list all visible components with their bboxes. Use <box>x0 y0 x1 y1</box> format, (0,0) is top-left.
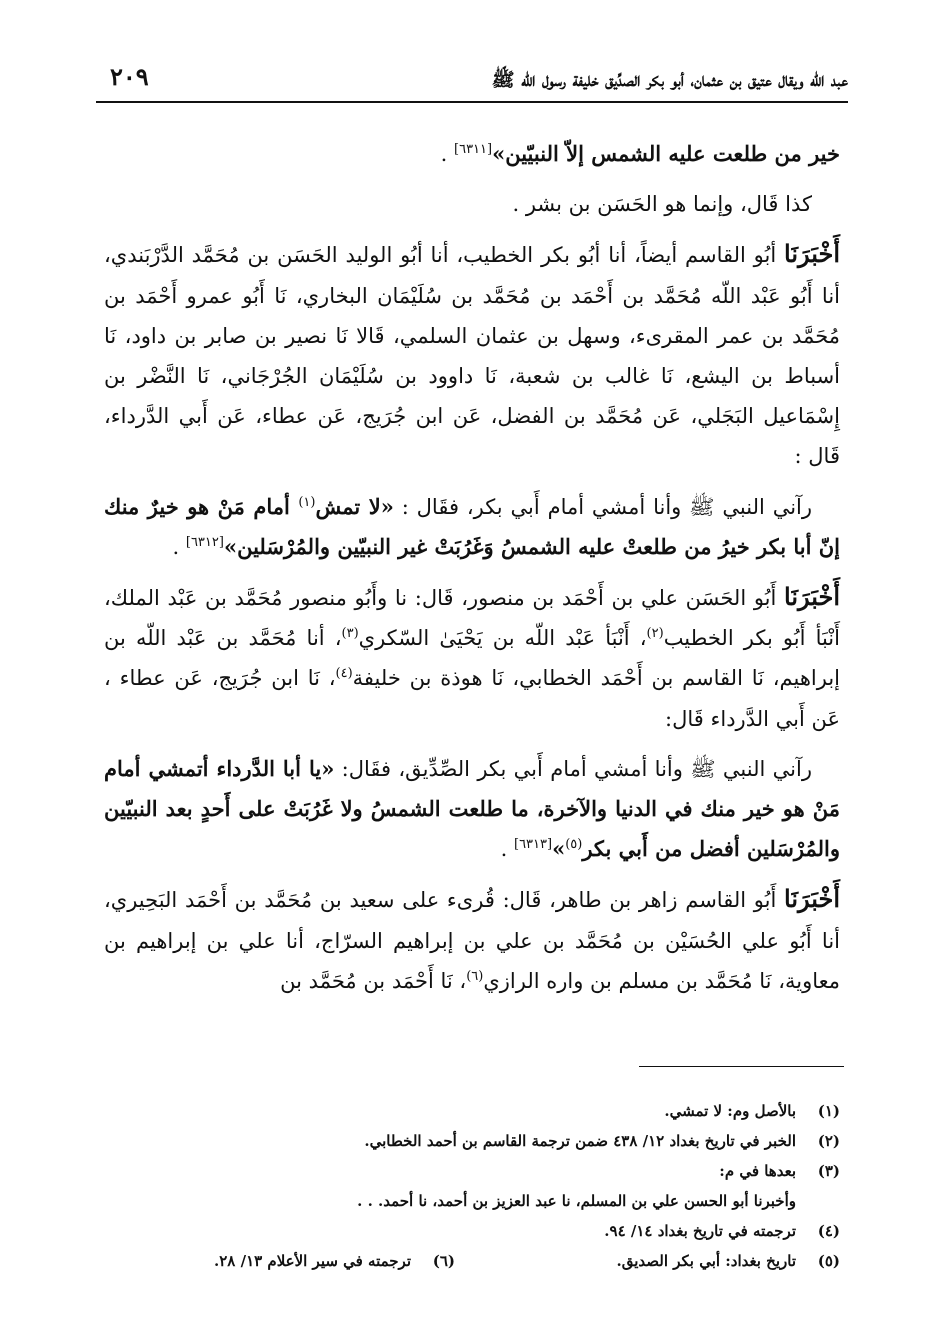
footnote <box>104 1216 840 1246</box>
footnote-marker: (٢) <box>646 626 664 642</box>
text-run: ، أَنْبَأ عَبْد اللّه بن يَحْيَىٰ السّكري <box>358 626 647 651</box>
text-run: رآني النبي ﷺ وأنا أمشي أمام أَبي بكر الصِّدِّيق، فقَال: <box>334 756 812 781</box>
text-run: أَبُو الحَسَن علي بن أَحْمَد بن منصور، قَال: نا وأَبُو منصور مُحَمَّد بن عَبْد الملك، أَنْبَأ أَبُو بكر الخطيب <box>104 586 840 651</box>
hadith-text: خير من طلعت عليه الشمس إلاّ النبيّين» <box>492 141 840 166</box>
footnote <box>104 1246 840 1276</box>
footnote <box>104 1156 840 1186</box>
footnote-text: بعدها في م: <box>719 1162 796 1180</box>
footnote-marker: (٣) <box>341 626 359 642</box>
text-run: كذا قَال، وإنما هو الحَسَن بن بشر . <box>512 192 812 217</box>
hadith-text: «لا تمش <box>315 493 394 519</box>
footnote-number: (٤) <box>817 1222 840 1240</box>
footnote-number: (١) <box>817 1102 840 1120</box>
footnote-marker: (٤) <box>335 666 353 682</box>
paragraph <box>104 487 840 567</box>
footnote-marker: (١) <box>298 494 316 510</box>
hadith-text: » <box>552 836 566 862</box>
footnote-text: بالأصل وم: لا تمشي. <box>664 1102 796 1120</box>
footnote-number: (٣) <box>817 1162 840 1180</box>
footnote-marker: (٥) <box>565 837 583 853</box>
footnote-separator <box>639 1066 844 1067</box>
page-header <box>96 62 848 102</box>
isnad-lead-word: أَخْبَرَنَا <box>784 884 840 914</box>
footnote-marker: (٦) <box>466 968 484 984</box>
text-run: أَبُو القاسم زاهر بن طاهر، قَال: قُرىء على سعيد بن مُحَمَّد بن أَحْمَد البَحِيري، أنا أَبُو علي الحُسَيْن بن مُحَمَّد بن علي بن إبراهيم السرّاج، أنا علي بن إبراهيم بن معاوية، نَا مُحَمَّد بن مسلم بن واره الرازي <box>104 888 840 993</box>
hadith-reference: [٦٣١٢] <box>185 534 224 550</box>
footnote-number: (٦) <box>432 1252 455 1270</box>
paragraph <box>104 234 840 476</box>
text-run: . <box>172 534 186 559</box>
text-run: ، نَا أَحْمَد بن مُحَمَّد بن <box>280 968 467 993</box>
footnote-text: الخبر في تاريخ بغداد ١٢/ ٤٣٨ ضمن ترجمة القاسم بن أحمد الخطابي. <box>364 1132 796 1150</box>
footnote-text: ترجمته في تاريخ بغداد ١٤/ ٩٤. <box>604 1222 796 1240</box>
footnote-text: تاريخ بغداد: أبي بكر الصديق. <box>616 1252 796 1270</box>
paragraph <box>104 184 840 224</box>
footnote-number: (٥) <box>817 1252 840 1270</box>
hadith-reference: [٦٣١٣] <box>513 837 553 853</box>
paragraph <box>104 577 840 739</box>
page-number: ٢٠٩ <box>110 62 149 91</box>
text-run: ، نَا ابن جُرَيج، عَن عطاء ، عَن أَبي الدَّرداء قَال: <box>104 666 840 731</box>
paragraph <box>104 879 840 1001</box>
main-text <box>104 134 840 1011</box>
hadith-text: أمام مَنْ هو خيرٌ منك إنّ أبا بكر خيرُ من طلعتْ عليه الشمسُ وَغَرُبَتْ غير النبيّين والمُرْسَلين» <box>104 493 840 559</box>
text-run: . <box>500 837 514 862</box>
footnote-text: ترجمته في سير الأعلام ١٣/ ٢٨. <box>214 1252 411 1270</box>
footnote <box>104 1186 840 1216</box>
isnad-lead-word: أَخْبَرَنَا <box>784 582 840 612</box>
footnote <box>214 1246 455 1276</box>
isnad-lead-word: أَخْبَرَنَا <box>784 239 840 269</box>
text-run: أبُو القاسم أيضاً، أنا أبُو بكر الخطيب، أنا أبُو الوليد الحَسَن بن مُحَمَّد الدَّرْبَندي، أنا أَبُو عَبْد اللّه مُحَمَّد بن أَحْمَد بن مُحَمَّد بن سُلَيْمَان البخاري، نَا أَبُو عمرو أَحْمَد بن مُحَمَّد بن عمر المقرىء، وسهل بن عثمان السلمي، قَالا نَا نصير بن صابر بن داود، نَا أسباط بن اليشع، نَا غالب بن شعبة، نَا داوود بن سُلَيْمَان الجُرْجَاني، نَا النَّضْر بن إِسْمَاعيل البَجَلي، عَن مُحَمَّد بن الفضل، عَن ابن جُرَيج، عَن عطاء، عَن أَبي الدَّرداء، قَال : <box>104 243 840 469</box>
footnote <box>104 1096 840 1126</box>
footnote <box>104 1126 840 1156</box>
hadith-text: «يا أبا الدَّرداء أتمشي أمام مَنْ هو خير منك في الدنيا والآخرة، ما طلعت الشمسُ ولا غَرُبَتْ على أَحدٍ بعد النبيّين والمُرْسَلين أفضل من أَبي بكر <box>104 755 840 862</box>
header-rule <box>96 101 848 103</box>
text-run: ، أنا مُحَمَّد بن عَبْد اللّه بن إبراهيم، نَا القاسم بن أَحْمَد الخطابي، نَا هوذة بن خليفة <box>104 626 841 691</box>
footnotes <box>104 1096 840 1276</box>
footnote-text: وأخبرنا أبو الحسن علي بن المسلم، نا عبد العزيز بن أحمد، نا أحمد. . . <box>357 1192 796 1210</box>
hadith-reference: [٦٣١١] <box>454 142 493 157</box>
text-run: . <box>440 142 455 166</box>
text-run: رآني النبي ﷺ وأنا أمشي أمام أَبي بكر، فقَال : <box>393 494 813 519</box>
paragraph <box>104 134 840 174</box>
running-title: عبد الله ويقال عتيق بن عثمان، أبو بكر الصدِّيق خليفة رسول الله ﷺ <box>491 69 848 91</box>
footnote-number: (٢) <box>817 1132 840 1150</box>
paragraph <box>104 749 840 870</box>
